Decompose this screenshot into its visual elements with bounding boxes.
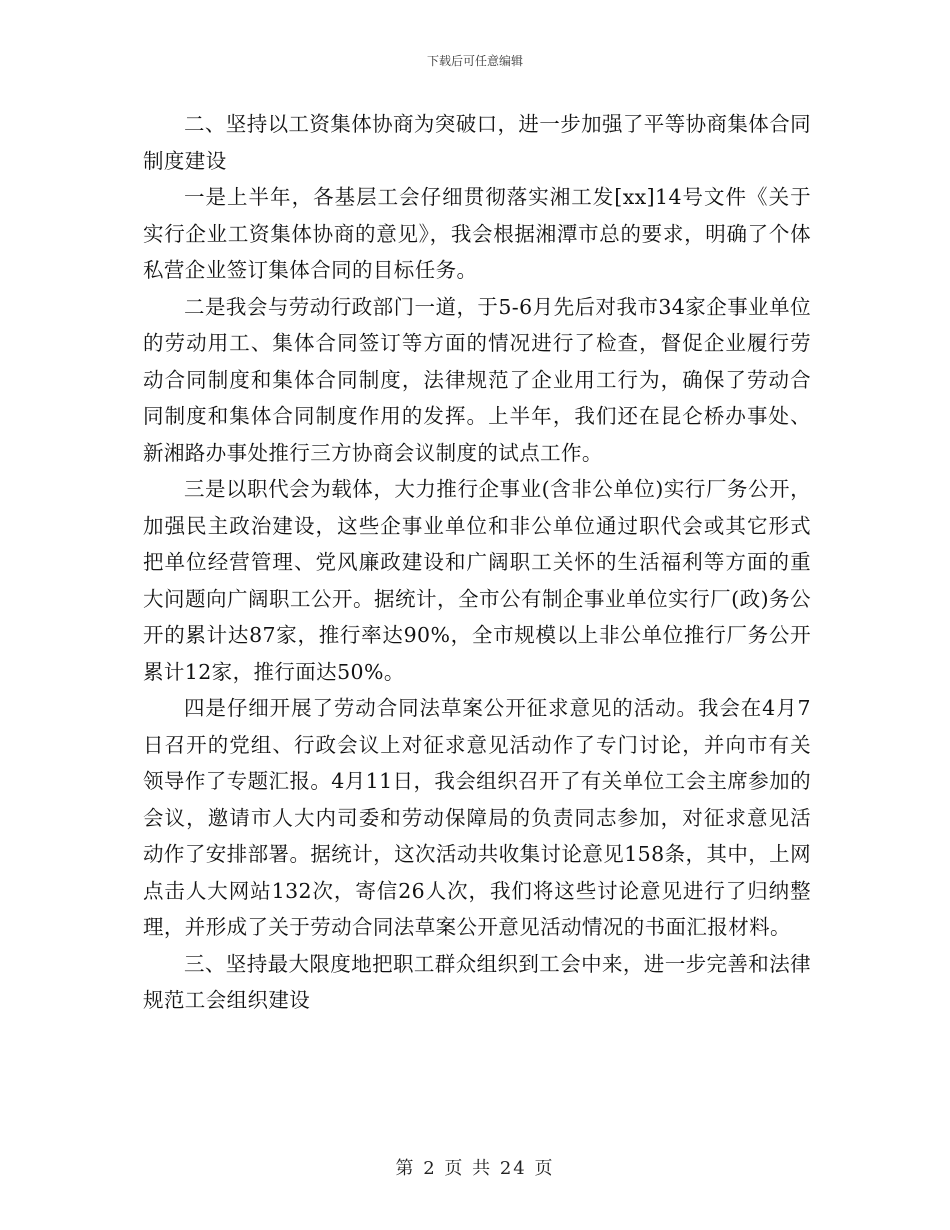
paragraph-item-3: 三是以职代会为载体，大力推行企事业(含非公单位)实行厂务公开，加强民主政治建设，这些企事业单位和非公单位通过职代会或其它形式把单位经营管理、党风廉政建设和广阔职工关怀的生活福利等方面的重大问题向广阔职工公开。据统计，全市公有制企事业单位实行厂(政)务公开的累计达87家，推行率达90%，全市规模以上非公单位推行厂务公开累计12家，推行面达50%。 (143, 477, 811, 684)
paragraph-item-1: 一是上半年，各基层工会仔细贯彻落实湘工发[xx]14号文件《关于实行企业工资集体协商的意见》，我会根据湘潭市总的要求，明确了个体私营企业签订集体合同的目标任务。 (143, 185, 811, 282)
section-heading-3: 三、坚持最大限度地把职工群众组织到工会中来，进一步完善和法律规范工会组织建设 (143, 951, 811, 1012)
page-header: 下载后可任意编辑 (426, 54, 523, 68)
paragraph-item-4: 四是仔细开展了劳动合同法草案公开征求意见的活动。我会在4月7日召开的党组、行政会议上对征求意见活动作了专门讨论，并向市有关领导作了专题汇报。4月11日，我会组织召开了有关单位工会主席参加的会议，邀请市人大内司委和劳动保障局的负责同志参加，对征求意见活动作了安排部署。据统计，这次活动共收集讨论意见158条，其中，上网点击人大网站132次，寄信26人次，我们将这些讨论意见进行了归纳整理，并形成了关于劳动合同法草案公开意见活动情况的书面汇报材料。 (143, 696, 811, 939)
section-heading-2: 二、坚持以工资集体协商为突破口，进一步加强了平等协商集体合同制度建设 (143, 112, 811, 173)
page-number: 第 2 页 共 24 页 (395, 1158, 555, 1179)
document-body (143, 106, 811, 1019)
paragraph-item-2: 二是我会与劳动行政部门一道，于5-6月先后对我市34家企事业单位的劳动用工、集体合同签订等方面的情况进行了检查，督促企业履行劳动合同制度和集体合同制度，法律规范了企业用工行为，确保了劳动合同制度和集体合同制度作用的发挥。上半年，我们还在昆仑桥办事处、新湘路办事处推行三方协商会议制度的试点工作。 (143, 294, 811, 465)
